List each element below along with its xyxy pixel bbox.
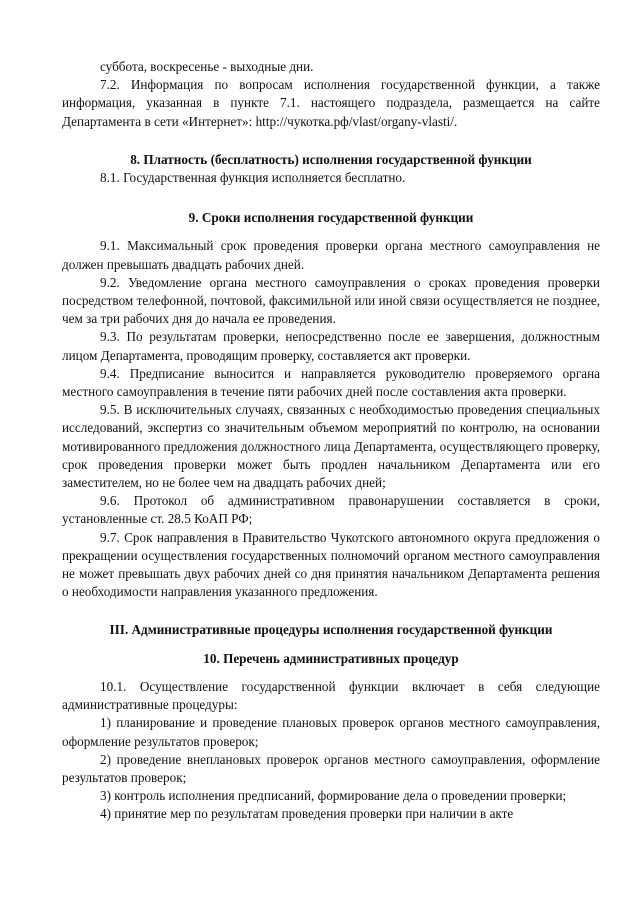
section-10-heading: 10. Перечень административных процедур [203, 650, 459, 666]
paragraph-8-1: 8.1. Государственная функция исполняется бесплатно. [100, 170, 406, 186]
paragraph-9-4: 9.4. Предписание выносится и направляется руководителю проверяемого органа местного самоуправления в течение пяти рабочих дней после составления акта проверки. [62, 365, 600, 400]
paragraph-9-1: 9.1. Максимальный срок проведения проверки органа местного самоуправления не должен превышать двадцать рабочих дней. [62, 238, 600, 272]
list-item-4: 4) принятие мер по результатам проведения проверки при наличии в акте [100, 806, 514, 822]
spacer [62, 227, 600, 237]
paragraph-7-2: 7.2. Информация по вопросам исполнения государственной функции, а также информация, указанная в пункте 7.1. настоящего подраздела, размещается на сайте Департамента в сети «Интернет»: http://чукотка.рф/vlast/organy-vlasti/. [62, 77, 600, 129]
chapter-3-heading: III. Административные процедуры исполнения государственной функции [109, 622, 553, 638]
paragraph-9-6: 9.6. Протокол об административном правонарушении составляется в сроки, установленные ст. 28.5 КоАП РФ; [62, 493, 600, 527]
paragraph-9-3: 9.3. По результатам проверки, непосредственно после ее завершения, должностным лицом Департамента, проводящим проверку, составляется акт проверки. [62, 329, 600, 363]
spacer [62, 640, 600, 650]
spacer [62, 187, 600, 209]
spacer [62, 601, 600, 621]
paragraph-10-1: 10.1. Осуществление государственной функции включает в себя следующие административные процедуры: [62, 678, 600, 713]
list-item-2: 2) проведение внеплановых проверок органов местного самоуправления, оформление результатов проверок; [62, 751, 600, 785]
paragraph-9-2: 9.2. Уведомление органа местного самоуправления о сроках проведения проверки посредством телефонной, почтовой, факсимильной или иной связи осуществляется не позднее, чем за три рабочих дня до начала ее проведения. [62, 274, 600, 327]
paragraph-9-7: 9.7. Срок направления в Правительство Чукотского автономного округа предложения о прекращении осуществления государственных полномочий органом местного самоуправления не может превышать двух рабочих дней со дня принятия начальником Департамента решения о необходимости направления указанного предложения. [62, 529, 600, 600]
paragraph-9-5: 9.5. В исключительных случаях, связанных с необходимостью проведения специальных исследований, экспертиз со значительным объемом мероприятий по контролю, на основании мотивированного предложения должностного лица Департамента, осуществляющего проверку, срок проведения проверки может быть продлен начальником Департамента или его заместителем, но не более чем на двадцать рабочих дней; [62, 402, 600, 491]
section-9-heading: 9. Сроки исполнения государственной функции [188, 210, 474, 226]
paragraph-continuation: суббота, воскресенье - выходные дни. [100, 59, 314, 74]
section-8-heading: 8. Платность (бесплатность) исполнения государственной функции [130, 151, 532, 167]
list-item-1: 1) планирование и проведение плановых проверок органов местного самоуправления, оформление результатов проверок; [62, 715, 600, 749]
spacer [62, 668, 600, 678]
list-item-3: 3) контроль исполнения предписаний, формирование дела о проведении проверки; [100, 788, 567, 804]
spacer [62, 131, 600, 151]
